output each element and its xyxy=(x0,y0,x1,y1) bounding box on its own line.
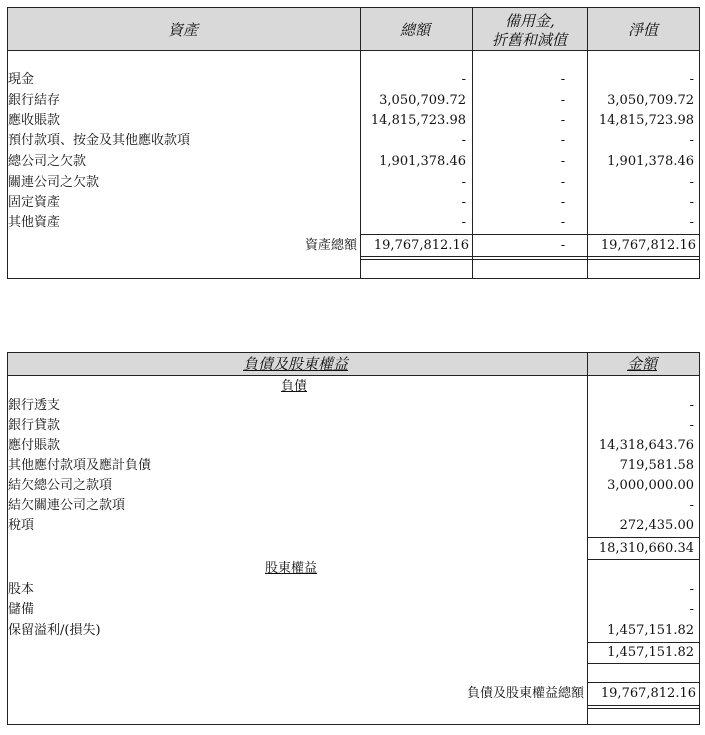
row-net: - xyxy=(689,133,694,148)
row-net: - xyxy=(689,175,694,190)
row-amount: 719,581.58 xyxy=(619,458,694,473)
row-label: 預付款項、按金及其他應收款項 xyxy=(8,133,191,148)
row-net: - xyxy=(689,195,694,210)
assets-total-provision: - xyxy=(560,238,566,253)
row-label: 銀行結存 xyxy=(8,93,61,108)
row-label: 結欠關連公司之款項 xyxy=(8,498,126,513)
row-amount: - xyxy=(689,582,694,597)
liabilities-subtotal: 18,310,660.34 xyxy=(598,541,694,556)
assets-total-net: 19,767,812.16 xyxy=(600,238,696,253)
assets-header-provision-line1: 備用金, xyxy=(505,12,555,30)
assets-header-gross: 總額 xyxy=(400,21,431,39)
row-amount: - xyxy=(689,498,694,513)
row-amount: - xyxy=(689,398,694,413)
row-amount: 272,435.00 xyxy=(619,518,694,533)
row-amount: 14,318,643.76 xyxy=(598,438,694,453)
row-label: 股本 xyxy=(8,582,35,597)
row-provision: - xyxy=(560,215,566,230)
row-label: 其他應付款項及應計負債 xyxy=(8,458,152,473)
row-net: 3,050,709.72 xyxy=(607,93,694,108)
row-amount: - xyxy=(689,418,694,433)
row-gross: 1,901,378.46 xyxy=(379,154,466,169)
row-net: - xyxy=(689,215,694,230)
row-label: 固定資產 xyxy=(8,195,61,210)
row-provision: - xyxy=(560,195,566,210)
row-label: 關連公司之欠款 xyxy=(8,175,100,190)
row-gross: 3,050,709.72 xyxy=(379,93,466,108)
row-net: 14,815,723.98 xyxy=(598,113,694,128)
row-label: 銀行透支 xyxy=(8,398,61,413)
row-label: 保留溢利/(損失) xyxy=(8,623,101,638)
row-label: 稅項 xyxy=(8,518,35,533)
row-provision: - xyxy=(560,133,566,148)
equity-subtotal: 1,457,151.82 xyxy=(607,645,694,660)
row-label: 總公司之欠款 xyxy=(8,154,87,169)
row-label: 其他資產 xyxy=(8,215,61,230)
row-gross: 14,815,723.98 xyxy=(370,113,466,128)
row-amount: 3,000,000.00 xyxy=(607,478,694,493)
row-gross: - xyxy=(461,195,466,210)
assets-header-item: 資產 xyxy=(168,21,199,39)
liabilities-total-label: 負債及股東權益總額 xyxy=(466,686,584,701)
row-label: 銀行貸款 xyxy=(8,418,61,433)
row-provision: - xyxy=(560,93,566,108)
equity-section-title: 股東權益 xyxy=(265,561,318,576)
liabilities-header xyxy=(7,352,700,376)
assets-header-provision-line2: 折舊和減值 xyxy=(492,31,568,49)
row-gross: - xyxy=(461,215,466,230)
liabilities-section-title: 負債 xyxy=(281,379,308,394)
row-provision: - xyxy=(560,72,566,87)
row-provision: - xyxy=(560,113,566,128)
row-label: 應付賬款 xyxy=(8,438,61,453)
liabilities-header-amount: 金額 xyxy=(627,355,658,373)
assets-header xyxy=(7,7,700,51)
row-gross: - xyxy=(461,133,466,148)
assets-header-net: 淨值 xyxy=(628,21,659,39)
row-gross: - xyxy=(461,72,466,87)
assets-total-gross: 19,767,812.16 xyxy=(373,238,469,253)
liabilities-header-item: 負債及股東權益 xyxy=(243,355,349,373)
row-net: - xyxy=(689,72,694,87)
assets-total-label: 資產總額 xyxy=(304,238,357,253)
row-provision: - xyxy=(560,154,566,169)
liabilities-total-amount: 19,767,812.16 xyxy=(600,686,696,701)
row-label: 現金 xyxy=(8,72,35,87)
row-net: 1,901,378.46 xyxy=(607,154,694,169)
row-amount: 1,457,151.82 xyxy=(607,623,694,638)
row-label: 儲備 xyxy=(8,602,35,617)
row-label: 應收賬款 xyxy=(8,113,61,128)
row-gross: - xyxy=(461,175,466,190)
row-provision: - xyxy=(560,175,566,190)
row-label: 結欠總公司之款項 xyxy=(8,478,113,493)
row-amount: - xyxy=(689,602,694,617)
